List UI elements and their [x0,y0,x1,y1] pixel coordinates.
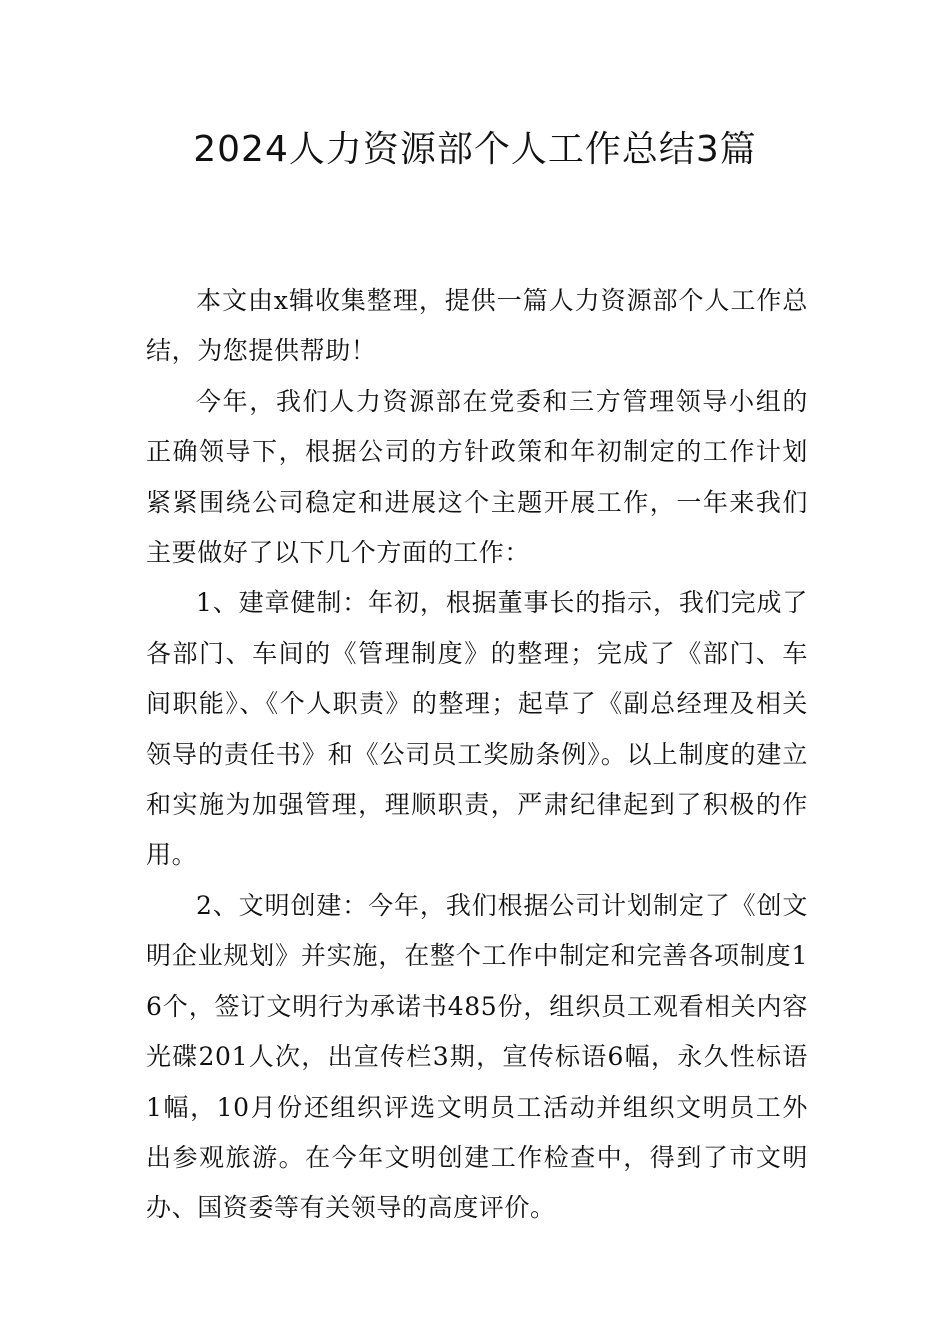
civilization-paragraph: 2、文明创建：今年，我们根据公司计划制定了《创文明企业规划》并实施，在整个工作中制定和完善各项制度16个，签订文明行为承诺书485份，组织员工观看相关内容光碟201人次，出宣传栏3期，宣传标语6幅，永久性标语1幅，10月份还组织评选文明员工活动并组织文明员工外出参观旅游。在今年文明创建工作检查中，得到了市文明办、国资委等有关领导的高度评价。 [146,890,808,1223]
intro-paragraph: 本文由x辑收集整理，提供一篇人力资源部个人工作总结，为您提供帮助！ [146,286,808,366]
rules-paragraph: 1、建章健制：年初，根据董事长的指示，我们完成了各部门、车间的《管理制度》的整理；完成了《部门、车间职能》、《个人职责》的整理；起草了《副总经理及相关领导的责任书》和《公司员工奖励条例》。以上制度的建立和实施为加强管理，理顺职责，严肃纪律起到了积极的作用。 [146,588,808,870]
document-body [146,276,808,1234]
overview-paragraph: 今年，我们人力资源部在党委和三方管理领导小组的正确领导下，根据公司的方针政策和年初制定的工作计划紧紧围绕公司稳定和进展这个主题开展工作，一年来我们主要做好了以下几个方面的工作： [146,386,808,568]
document-title: 2024人力资源部个人工作总结3篇 [193,129,757,170]
